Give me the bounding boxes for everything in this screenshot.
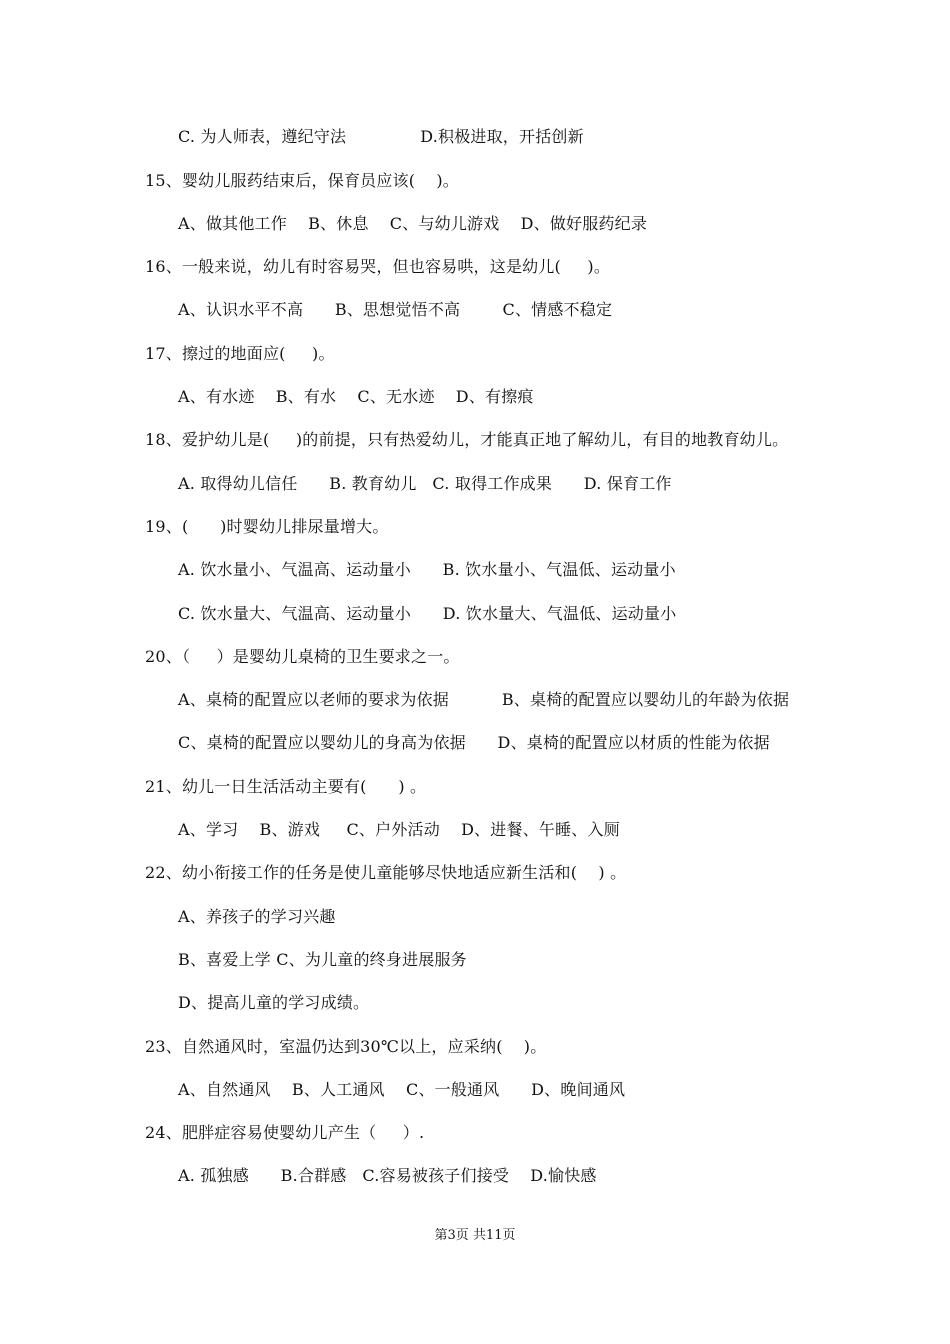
question-20: 20、（ ）是婴幼儿桌椅的卫生要求之一。 bbox=[145, 647, 460, 666]
options-23: A、自然通风 B、人工通风 C、一般通风 D、晚间通风 bbox=[178, 1080, 626, 1099]
option-22-d: D、提高儿童的学习成绩。 bbox=[178, 993, 370, 1012]
question-16: 16、一般来说，幼儿有时容易哭，但也容易哄，这是幼儿( )。 bbox=[145, 257, 611, 276]
question-19: 19、( )时婴幼儿排尿量增大。 bbox=[145, 517, 389, 536]
question-17: 17、擦过的地面应( )。 bbox=[145, 344, 335, 363]
options-20-cd: C、桌椅的配置应以婴幼儿的身高为依据 D、桌椅的配置应以材质的性能为依据 bbox=[178, 733, 770, 752]
question-15: 15、婴幼儿服药结束后，保育员应该( )。 bbox=[145, 171, 459, 190]
question-18: 18、爱护幼儿是( )的前提，只有热爱幼儿，才能真正地了解幼儿，有目的地教育幼儿。 bbox=[145, 430, 789, 449]
options-18: A. 取得幼儿信任 B. 教育幼儿 C. 取得工作成果 D. 保育工作 bbox=[178, 474, 672, 493]
options-19-ab: A. 饮水量小、气温高、运动量小 B. 饮水量小、气温低、运动量小 bbox=[178, 560, 676, 579]
page-footer: 第3页 共11页 bbox=[434, 1228, 516, 1243]
options-21: A、学习 B、游戏 C、户外活动 D、进餐、午睡、入厕 bbox=[178, 820, 620, 839]
option-22-a: A、养孩子的学习兴趣 bbox=[178, 907, 336, 926]
option-line: C. 为人师表，遵纪守法 D.积极进取，开括创新 bbox=[178, 127, 584, 146]
question-22: 22、幼小衔接工作的任务是使儿童能够尽快地适应新生活和( ) 。 bbox=[145, 863, 627, 882]
question-23: 23、自然通风时，室温仍达到30℃以上，应采纳( )。 bbox=[145, 1037, 547, 1056]
options-20-ab: A、桌椅的配置应以老师的要求为依据 B、桌椅的配置应以婴幼儿的年龄为依据 bbox=[178, 690, 790, 709]
options-16: A、认识水平不高 B、思想觉悟不高 C、情感不稳定 bbox=[178, 300, 613, 319]
options-17: A、有水迹 B、有水 C、无水迹 D、有擦痕 bbox=[178, 387, 534, 406]
options-15: A、做其他工作 B、休息 C、与幼儿游戏 D、做好服药纪录 bbox=[178, 214, 648, 233]
option-22-bc: B、喜爱上学 C、为儿童的终身进展服务 bbox=[178, 950, 467, 969]
question-24: 24、肥胖症容易使婴幼儿产生（ ）. bbox=[145, 1123, 425, 1142]
options-19-cd: C. 饮水量大、气温高、运动量小 D. 饮水量大、气温低、运动量小 bbox=[178, 604, 677, 623]
question-21: 21、幼儿一日生活活动主要有( ) 。 bbox=[145, 777, 427, 796]
options-24: A. 孤独感 B.合群感 C.容易被孩子们接受 D.愉快感 bbox=[178, 1166, 597, 1185]
